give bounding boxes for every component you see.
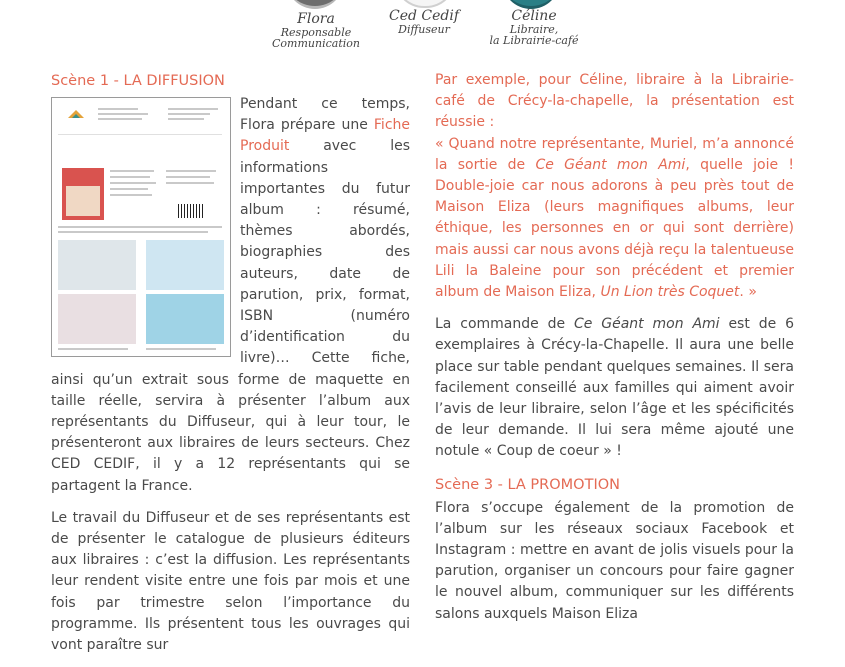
person-name: Ced Cedif	[388, 8, 460, 24]
paragraph-commande: La commande de Ce Géant mon Ami est de 6 exemplaires à Crécy-la-Chapelle. Il aura une belle place sur table pendant quelques semaines. Il sera facilement conseillé aux familles qui aiment avoir l’avis de leur libraire, selon l’âge et les spécificités de leur demande. Il lui sera même ajouté une notule « Coup de coeur » !	[435, 316, 794, 460]
paragraph-example: Par exemple, pour Céline, libraire à la Librairie-café de Crécy-la-chapelle, la présentation est réussie :	[435, 72, 794, 131]
fiche-produit-image	[51, 97, 231, 357]
paragraph-promotion: Flora s’occupe également de la promotion de l’album sur les réseaux sociaux Facebook et Instagram : mettre en avant de jolis visuels pour la parution, organiser un concours pour faire gagner le nouvel album, communiquer sur les différents salons auxquels Maison Eliza	[435, 499, 794, 622]
person-name: Céline	[511, 8, 557, 24]
ced-cedif-caption	[378, 9, 470, 35]
right-column	[435, 70, 794, 636]
author-portraits	[0, 0, 845, 60]
ced-cedif-avatar	[394, 0, 456, 8]
left-column	[51, 70, 410, 667]
paragraph-fiche-produit: Pendant ce temps, Flora prépare une Fiche Produit avec les informations importantes du futur album : résumé, thèmes abordés, biographies des auteurs, date de parution, prix, format, ISBN (numéro d’identification du livre)… Cette fiche, ainsi qu’un extrait sous forme de maquette en taille réelle, servira à présenter l’album aux représentants du Diffuseur, qui à leur tour, le présenteront aux libraires de leurs secteurs. Chez CED CEDIF, il y a 12 représentants qui se partagent la France.	[51, 96, 410, 494]
scene-3-heading: Scène 3 - LA PROMOTION	[435, 476, 620, 493]
flora-avatar	[286, 0, 344, 9]
illustration-thumbnail	[146, 294, 224, 344]
illustration-thumbnail	[58, 294, 136, 344]
illustration-thumbnail	[58, 240, 136, 290]
fiche-produit-link[interactable]: Fiche Produit	[240, 117, 410, 155]
person-role: Diffuseur	[398, 22, 450, 36]
paragraph-diffusion: Le travail du Diffuseur et de ses représentants est de présenter le catalogue de plusieurs éditeurs aux libraires : c’est la diffusion. Les représentants leur rendent visite entre une fois par mois et une fois par trimestre selon l’importance du programme. Ils présentent tous les ouvrages qui vont paraître sur	[51, 509, 410, 654]
flora-caption	[258, 12, 374, 50]
person-name: Flora	[297, 11, 335, 27]
person-role: Responsable	[280, 25, 352, 39]
logo-icon	[66, 108, 86, 120]
person-role: la Librairie-café	[489, 34, 579, 48]
illustration-thumbnail	[146, 240, 224, 290]
libraire-quote: « Quand notre représentante, Muriel, m’a annoncé la sortie de Ce Géant mon Ami, quelle joie ! Double-joie car nous adorons à peu près tout de Maison Eliza (leurs magnifiques albums, leur éthique, les personnes en or qui sont derrière) mais aussi car nous avons déjà reçu la talentueuse Lili la Baleine pour son précédent et premier album de Maison Eliza, Un Lion très Coquet. »	[435, 135, 794, 301]
celine-caption	[480, 9, 588, 47]
barcode-icon	[178, 204, 204, 218]
person-role: Libraire,	[509, 22, 559, 36]
person-role: Communication	[272, 37, 360, 51]
scene-1-heading: Scène 1 - LA DIFFUSION	[51, 73, 225, 89]
